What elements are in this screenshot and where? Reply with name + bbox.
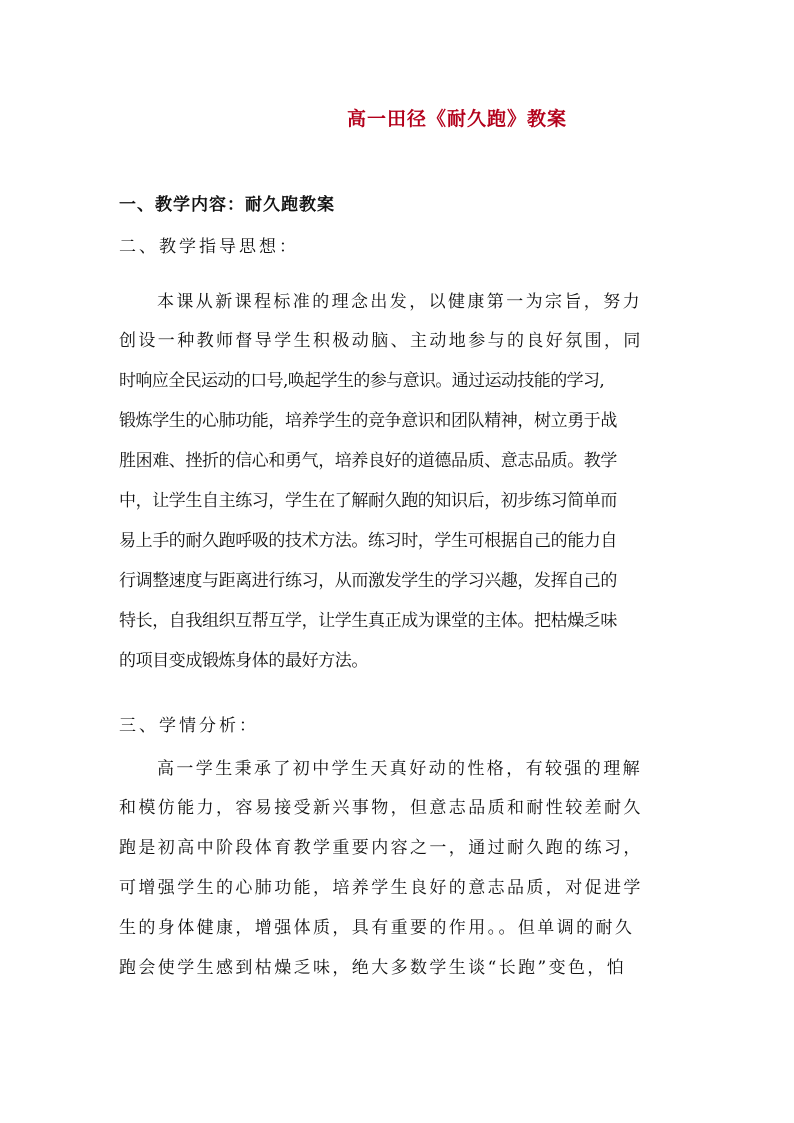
paragraph-line: 跑会使学生感到枯燥乏味，绝大多数学生谈“长跑”变色，怕: [119, 958, 627, 978]
paragraph-line: 本课从新课程标准的理念出发，以健康第一为宗旨，努力: [157, 292, 642, 312]
section-heading-teaching-content: 一、教学内容：耐久跑教案: [119, 195, 335, 215]
paragraph-line: 行调整速度与距离进行练习，从而激发学生的学习兴趣，发挥自己的: [119, 571, 617, 591]
paragraph-line: 特长，自我组织互帮互学，让学生真正成为课堂的主体。把枯燥乏味: [119, 611, 617, 631]
paragraph-line: 和模仿能力，容易接受新兴事物，但意志品质和耐性较差耐久: [119, 798, 643, 818]
paragraph-line: 创设一种教师督导学生积极动脑、主动地参与的良好氛围，同: [119, 331, 643, 351]
paragraph-line: 中，让学生自主练习，学生在了解耐久跑的知识后，初步练习简单而: [119, 491, 617, 511]
paragraph-line: 的项目变成锻炼身体的最好方法。: [119, 651, 368, 671]
section-heading-student-analysis: 三、学情分析：: [119, 716, 259, 736]
paragraph-line: 可增强学生的心肺功能，培养学生良好的意志品质，对促进学: [119, 878, 643, 898]
paragraph-line: 胜困难、挫折的信心和勇气，培养良好的道德品质、意志品质。教学: [119, 451, 617, 471]
paragraph-line: 跑是初高中阶段体育教学重要内容之一，通过耐久跑的练习，: [119, 838, 643, 858]
paragraph-line: 锻炼学生的心肺功能，培养学生的竞争意识和团队精神，树立勇于战: [119, 411, 617, 431]
document-title: 高一田径《耐久跑》教案: [346, 108, 567, 130]
paragraph-line: 高一学生秉承了初中学生天真好动的性格，有较强的理解: [157, 759, 642, 779]
section-heading-guiding-thought: 二、教学指导思想：: [119, 237, 299, 257]
paragraph-line: 时响应全民运动的口号,唤起学生的参与意识。通过运动技能的学习,: [119, 371, 605, 391]
paragraph-line: 生的身体健康，增强体质，具有重要的作用。。但单调的耐久: [119, 918, 635, 938]
paragraph-line: 易上手的耐久跑呼吸的技术方法。练习时，学生可根据自己的能力自: [119, 531, 617, 551]
